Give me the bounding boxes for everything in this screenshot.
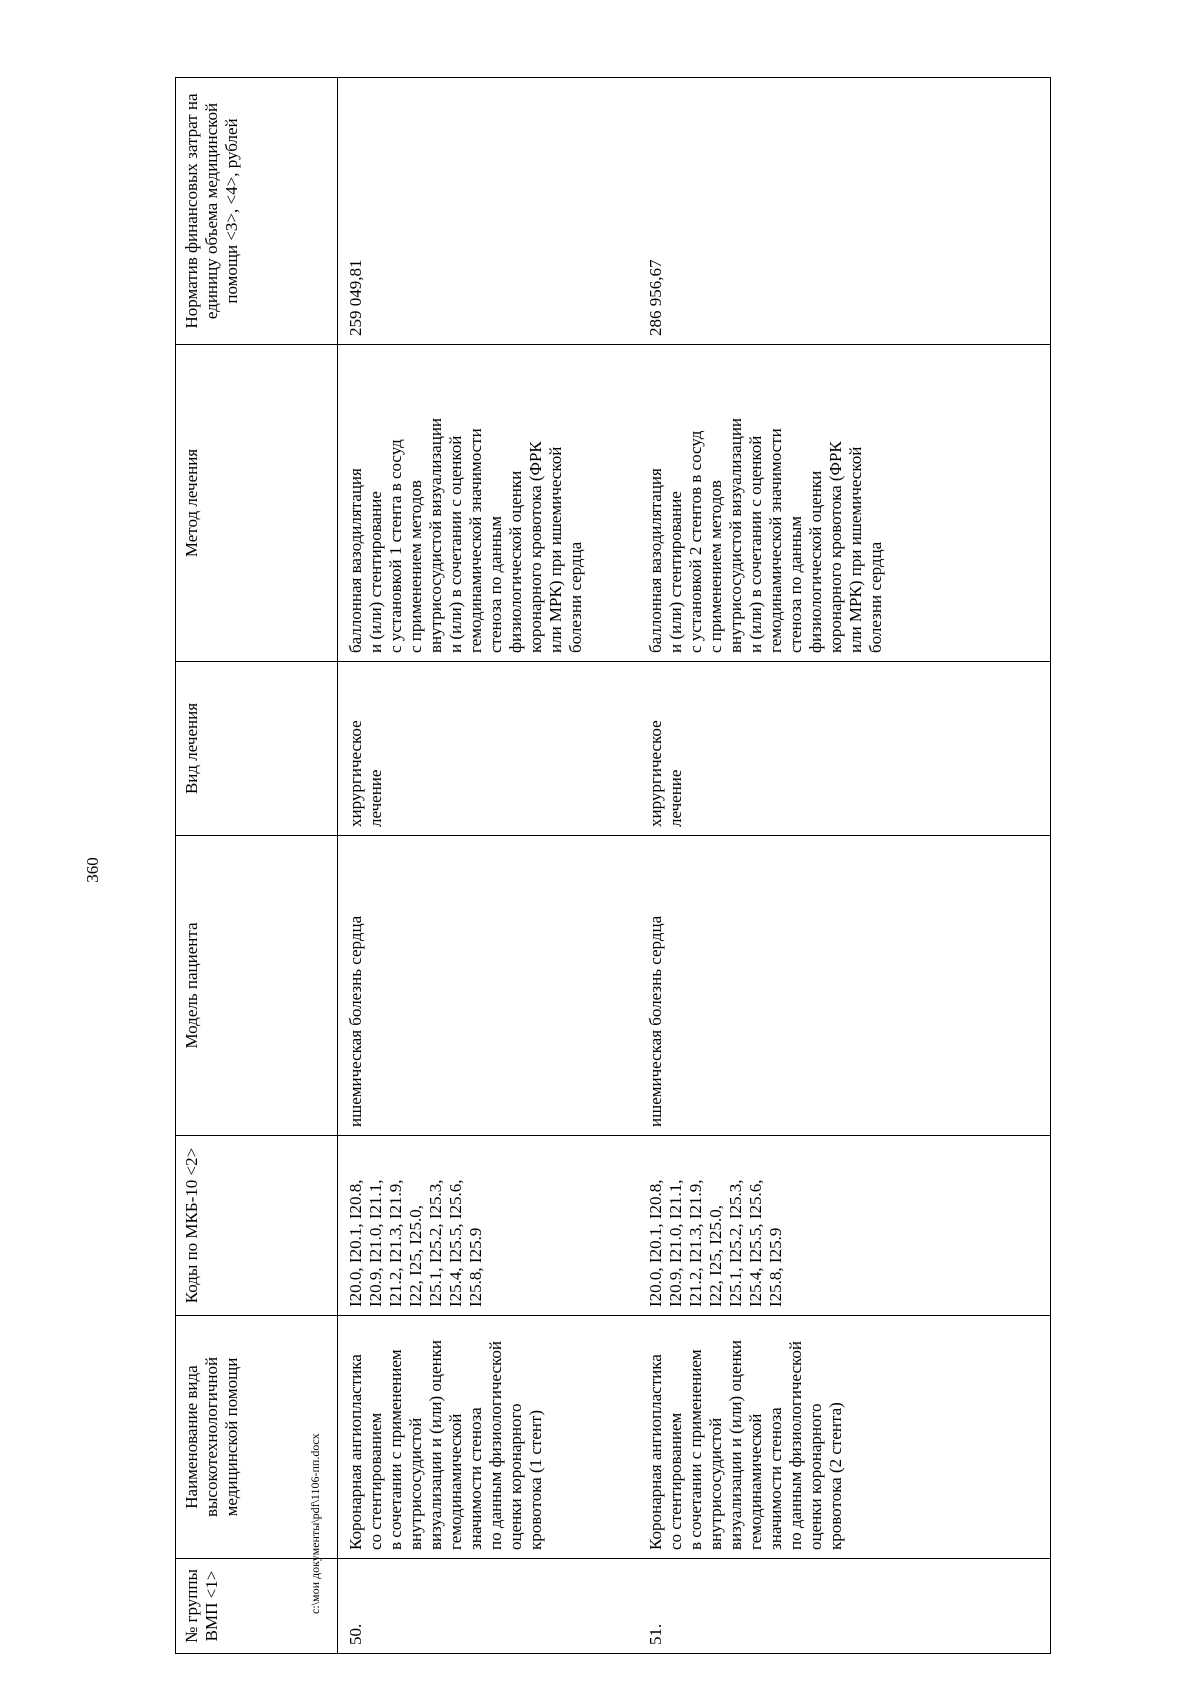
- cell-treatment-type: хирургическое лечение: [638, 662, 1051, 836]
- cell-group: 51.: [638, 1559, 1051, 1654]
- header-method: Метод лечения: [176, 345, 338, 662]
- cell-name: Коронарная ангиопластика со стентированием в сочетании с применением внутрисосудистой визуализации и (или) оценки гемодинамической значимости стеноза по данным физиологической оценки коронарного кровотока (2 стента): [638, 1316, 1051, 1559]
- cell-treatment-type: хирургическое лечение: [338, 662, 638, 836]
- table-row: [638, 78, 1051, 1654]
- table-row: [338, 78, 638, 1654]
- cell-codes: I20.0, I20.1, I20.8, I20.9, I21.0, I21.1, I21.2, I21.3, I21.9, I22, I25, I25.0, I25.1, I25.2, I25.3, I25.4, I25.5, I25.6, I25.8, I25.9: [338, 1136, 638, 1316]
- page-number: 360: [82, 857, 102, 883]
- vmp-table-container: [175, 78, 1050, 1654]
- cell-group: 50.: [338, 1559, 638, 1654]
- cell-codes: I20.0, I20.1, I20.8, I20.9, I21.0, I21.1, I21.2, I21.3, I21.9, I22, I25, I25.0, I25.1, I25.2, I25.3, I25.4, I25.5, I25.6, I25.8, I25.9: [638, 1136, 1051, 1316]
- cell-model: ишемическая болезнь сердца: [638, 836, 1051, 1136]
- cell-model: ишемическая болезнь сердца: [338, 836, 638, 1136]
- vmp-table: [175, 77, 1051, 1654]
- header-name: Наименование вида высокотехнологичной медицинской помощи: [176, 1316, 338, 1559]
- header-model: Модель пациента: [176, 836, 338, 1136]
- cell-name: Коронарная ангиопластика со стентированием в сочетании с применением внутрисосудистой визуализации и (или) оценки гемодинамической значимости стеноза по данным физиологической оценки коронарного кровотока (1 стент): [338, 1316, 638, 1559]
- header-treatment-type: Вид лечения: [176, 662, 338, 836]
- table-header-row: [176, 78, 338, 1654]
- cell-method: баллонная вазодилятация и (или) стентирование с установкой 1 стента в сосуд с применением методов внутрисосудистой визуализации и (или) в сочетании с оценкой гемодинамической значимости стеноза по данным физиологической оценки коронарного кровотока (ФРК или МРК) при ишемической болезни сердца: [338, 345, 638, 662]
- cell-cost: 259 049,81: [338, 78, 638, 345]
- cell-cost: 286 956,67: [638, 78, 1051, 345]
- header-codes: Коды по МКБ-10 <2>: [176, 1136, 338, 1316]
- footer-file-path: c:\мои документы\pdf\1106-пп.docx: [308, 1433, 322, 1614]
- header-cost: Норматив финансовых затрат на единицу объема медицинской помощи <3>, <4>, рублей: [176, 78, 338, 345]
- header-group: № группы ВМП <1>: [176, 1559, 338, 1654]
- cell-method: баллонная вазодилятация и (или) стентирование с установкой 2 стентов в сосуд с применением методов внутрисосудистой визуализации и (или) в сочетании с оценкой гемодинамической значимости стеноза по данным физиологической оценки коронарного кровотока (ФРК или МРК) при ишемической болезни сердца: [638, 345, 1051, 662]
